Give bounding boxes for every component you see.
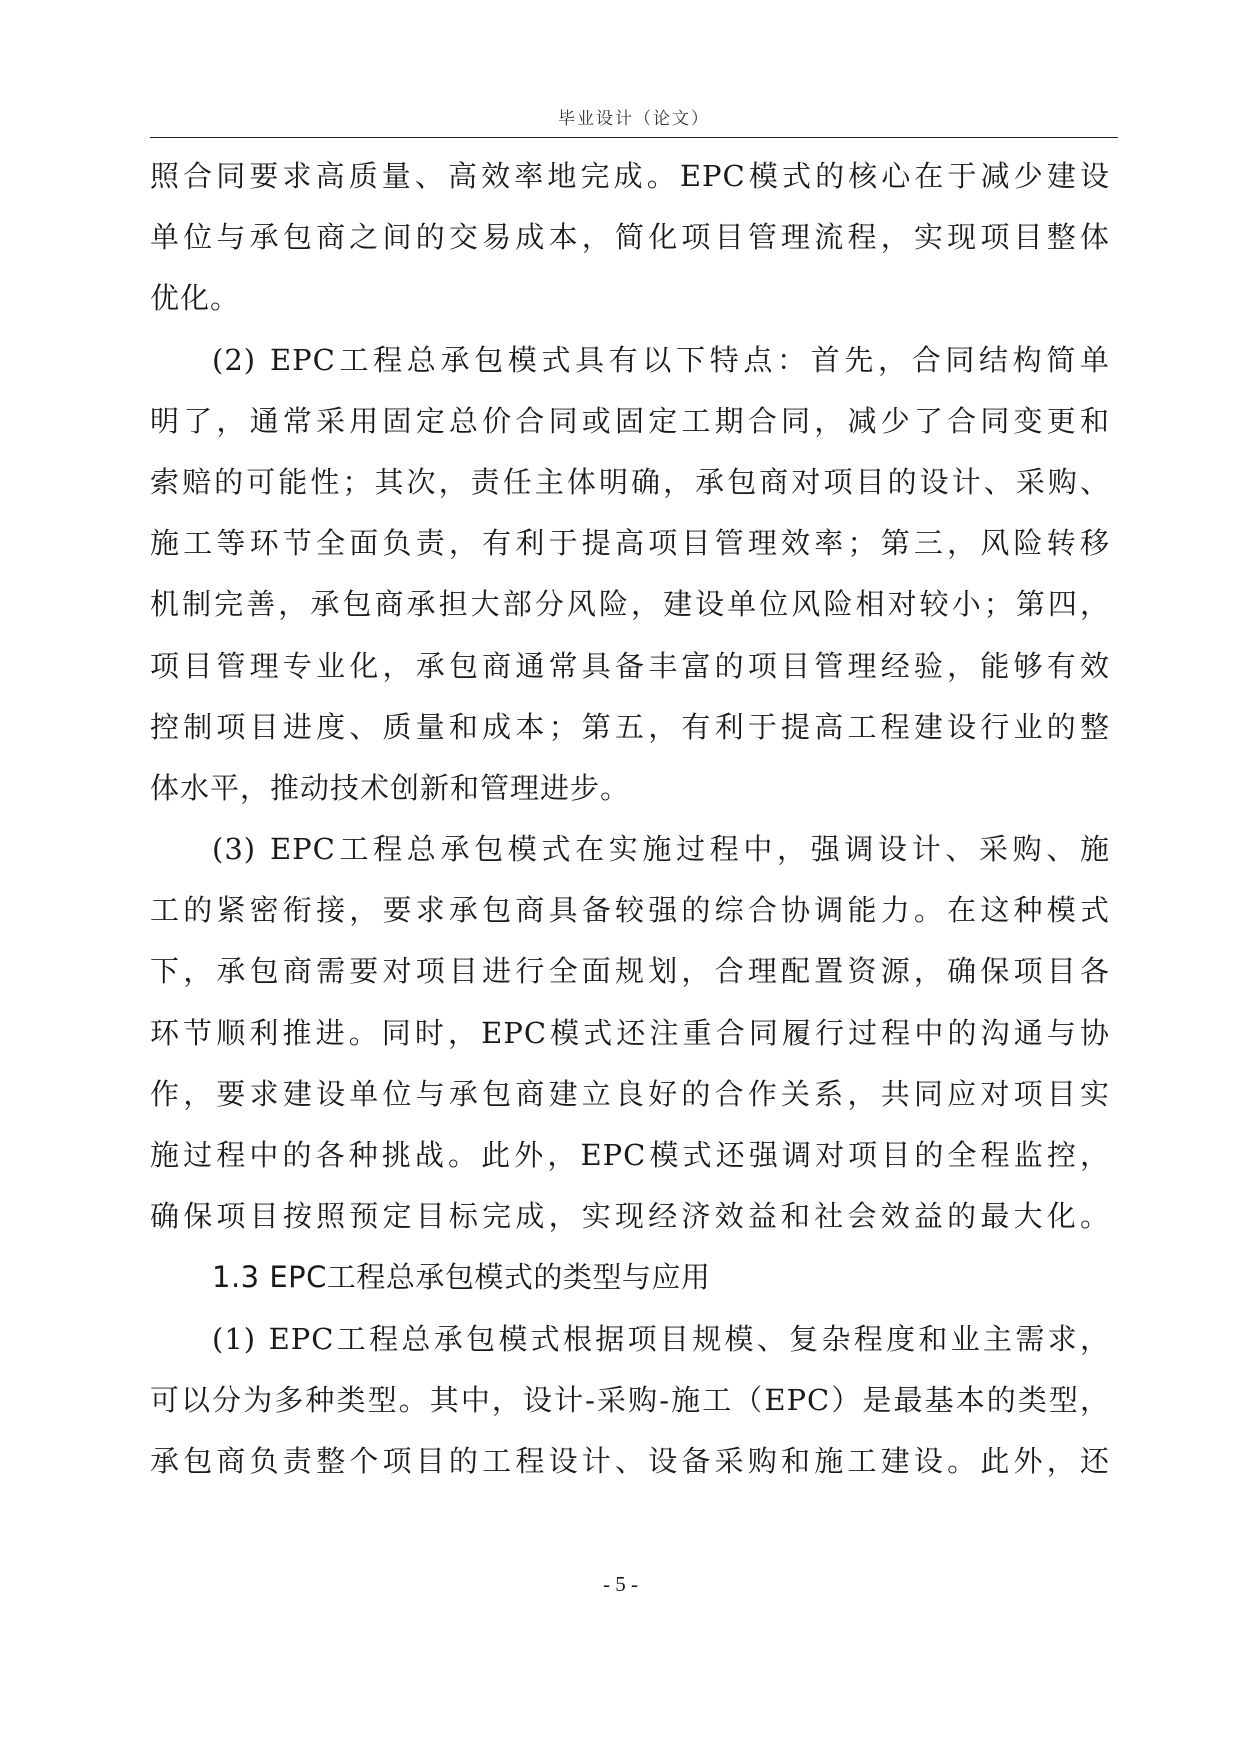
text-line: 单位与承包商之间的交易成本，简化项目管理流程，实现项目整体 — [150, 220, 1110, 255]
text-line: 体水平，推动技术创新和管理进步。 — [150, 770, 631, 805]
text-line: 可以分为多种类型。其中，设计-采购-施工（EPC）是最基本的类型， — [150, 1382, 1110, 1417]
text-line: 机制完善，承包商承担大部分风险，建设单位风险相对较小；第四， — [150, 587, 1110, 622]
text-line: 下，承包商需要对项目进行全面规划，合理配置资源，确保项目各 — [150, 954, 1110, 989]
paragraph-features — [150, 330, 1110, 820]
page-number: - 5 - — [603, 1572, 638, 1596]
paragraph-continuation — [150, 146, 1110, 330]
text-line: (3) EPC工程总承包模式在实施过程中，强调设计、采购、施 — [212, 832, 1110, 867]
paragraph-types — [150, 1309, 1110, 1493]
text-line: 确保项目按照预定目标完成，实现经济效益和社会效益的最大化。 — [150, 1199, 1110, 1234]
text-line: (1) EPC工程总承包模式根据项目规模、复杂程度和业主需求， — [212, 1321, 1110, 1356]
text-line: 项目管理专业化，承包商通常具备丰富的项目管理经验，能够有效 — [150, 648, 1110, 683]
text-line: 优化。 — [150, 281, 241, 316]
section-heading: 1.3 EPC工程总承包模式的类型与应用 — [212, 1260, 711, 1295]
text-line: 施过程中的各种挑战。此外，EPC模式还强调对项目的全程监控， — [150, 1138, 1110, 1172]
text-line: 照合同要求高质量、高效率地完成。EPC模式的核心在于减少建设 — [150, 159, 1110, 193]
body-text — [150, 146, 1110, 1492]
text-line: 工的紧密衔接，要求承包商具备较强的综合协调能力。在这种模式 — [150, 893, 1110, 928]
header-rule — [150, 137, 1118, 138]
paragraph-implementation — [150, 819, 1110, 1247]
text-line: 环节顺利推进。同时，EPC模式还注重合同履行过程中的沟通与协 — [150, 1015, 1110, 1050]
text-line: 作，要求建设单位与承包商建立良好的合作关系，共同应对项目实 — [150, 1076, 1110, 1111]
text-line: 索赔的可能性；其次，责任主体明确，承包商对项目的设计、采购、 — [150, 464, 1110, 499]
running-header: 毕业设计（论文） — [558, 109, 710, 129]
text-line: 承包商负责整个项目的工程设计、设备采购和施工建设。此外，还 — [150, 1443, 1110, 1478]
text-line: 控制项目进度、质量和成本；第五，有利于提高工程建设行业的整 — [150, 709, 1110, 744]
text-line: (2) EPC工程总承包模式具有以下特点：首先，合同结构简单 — [212, 342, 1110, 377]
text-line: 明了，通常采用固定总价合同或固定工期合同，减少了合同变更和 — [150, 403, 1110, 438]
text-line: 施工等环节全面负责，有利于提高项目管理效率；第三，风险转移 — [150, 526, 1110, 561]
